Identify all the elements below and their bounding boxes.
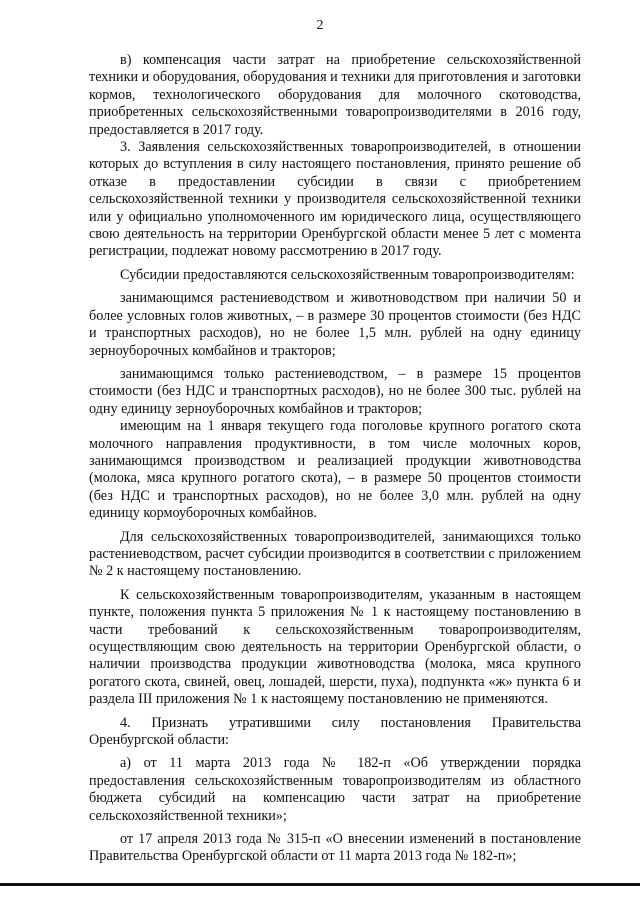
paragraph-repeal-315p: от 17 апреля 2013 года № 315-п «О внесении изменений в постановление Правительства Оренбургской области от 11 марта 2013 года № 182-п»; <box>89 831 581 865</box>
paragraph-exemptions: К сельскохозяйственным товаропроизводителям, указанным в настоящем пункте, положения пункта 5 приложения № 1 к настоящему постановлению в части требований к сельскохозяйственным товаропроизводителям, осуществляющим свою деятельность на территории Оренбургской области, о наличии производства продукции животноводства (молока, мяса крупного рогатого скота, свиней, овец, лошадей, шерсти, пуха), подпункта «ж» пункта 6 и раздела III приложения № 1 к настоящему постановлению не применяются. <box>89 586 581 708</box>
paragraph-repeal-182p: а) от 11 марта 2013 года № 182-п «Об утверждении порядка предоставления сельскохозяйственным товаропроизводителям из областного бюджета субсидий на компенсацию части затрат на приобретение сельскохозяйственной техники»; <box>89 755 581 824</box>
paragraph-crop-and-livestock: занимающимся растениеводством и животноводством при наличии 50 и более условных голов животных, – в размере 30 процентов стоимости (без НДС и транспортных расходов), но не более 1,5 млн. рублей на одну единицу зерноуборочных комбайнов и тракторов; <box>89 290 581 359</box>
paragraph-calculation-appendix-2: Для сельскохозяйственных товаропроизводителей, занимающихся только растениеводством, расчет субсидии производится в соответствии с приложением № 2 к настоящему постановлению. <box>89 528 581 580</box>
paragraph-subsidies-intro: Субсидии предоставляются сельскохозяйственным товаропроизводителям: <box>120 266 575 283</box>
paragraph-dairy-cattle: имеющим на 1 января текущего года поголовье крупного рогатого скота молочного направления продуктивности, в том числе молочных коров, занимающимся производством и реализацией продукции животноводства (молока, мяса крупного рогатого скота), – в размере 50 процентов стоимости (без НДС и транспортных расходов), но не более 3,0 млн. рублей на одну единицу кормоуборочных комбайнов. <box>89 418 581 522</box>
page-number: 2 <box>316 18 324 33</box>
paragraph-point-4-repeal: 4. Признать утратившими силу постановления Правительства Оренбургской области: <box>89 714 581 749</box>
paragraph-point-3-applications: 3. Заявления сельскохозяйственных товаропроизводителей, в отношении которых до вступления в силу настоящего постановления, принято решение об отказе в предоставлении субсидии в связи с приобретением сельскохозяйственной техники у производителя сельскохозяйственной техники или у официально уполномоченного им юридического лица, осуществляющего свою деятельность на территории Оренбургской области менее 5 лет с момента регистрации, подлежат новому рассмотрению в 2017 году. <box>89 139 581 260</box>
page-bottom-rule <box>0 883 640 886</box>
document-body <box>89 52 581 866</box>
paragraph-crop-only: занимающимся только растениеводством, – в размере 15 процентов стоимости (без НДС и транспортных расходов), но не более 300 тыс. рублей на одну единицу зерноуборочных комбайнов и тракторов; <box>89 365 581 417</box>
paragraph-3v-compensation: в) компенсация части затрат на приобретение сельскохозяйственной техники и оборудования, оборудования и техники для приготовления и заготовки кормов, технологического оборудования для молочного скотоводства, приобретенных сельскохозяйственными товаропроизводителями в 2016 году, предоставляется в 2017 году. <box>89 52 581 138</box>
